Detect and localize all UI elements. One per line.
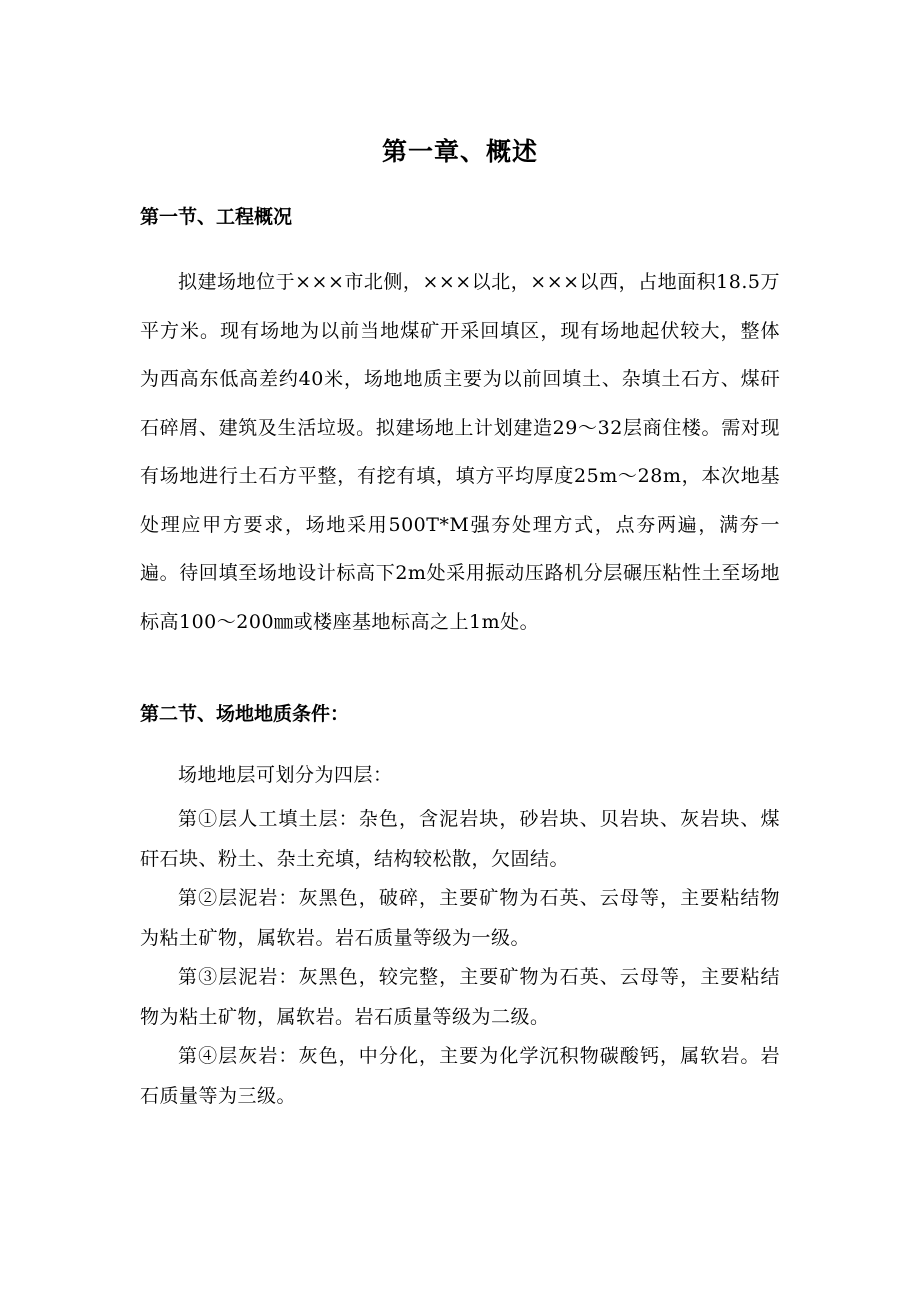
project-overview-paragraph: 拟建场地位于×××市北侧，×××以北，×××以西，占地面积18.5万平方米。现有场地为以前当地煤矿开采回填区，现有场地起伏较大，整体为西高东低高差约40米，场地地质主要为以前回填土、杂填土石方、煤矸石碎屑、建筑及生活垃圾。拟建场地上计划建造29～32层商住楼。需对现有场地进行土石方平整，有挖有填，填方平均厚度25m～28m，本次地基处理应甲方要求，场地采用500T*M强夯处理方式，点夯两遍，满夯一遍。待回填至场地设计标高下2m处采用振动压路机分层碾压粘性土至场地标高100～200㎜或楼座基地标高之上1m处。 <box>140 271 780 633</box>
stratum-layer-3: 第③层泥岩：灰黑色，较完整，主要矿物为石英、云母等，主要粘结物为粘土矿物，属软岩。岩石质量等级为二级。 <box>140 966 780 1028</box>
stratum-layer-2: 第②层泥岩：灰黑色，破碎，主要矿物为石英、云母等，主要粘结物为粘土矿物，属软岩。岩石质量等级为一级。 <box>140 887 780 949</box>
section-heading-project-overview: 第一节、工程概况 <box>140 206 293 228</box>
strata-intro-line: 场地地层可划分为四层： <box>178 764 393 786</box>
section-heading-site-geology: 第二节、场地地质条件： <box>140 703 350 725</box>
stratum-layer-4: 第④层灰岩：灰色，中分化，主要为化学沉积物碳酸钙，属软岩。岩石质量等为三级。 <box>140 1045 780 1107</box>
stratum-layer-1: 第①层人工填土层：杂色，含泥岩块，砂岩块、贝岩块、灰岩块、煤矸石块、粉土、杂土充填，结构较松散，欠固结。 <box>140 808 780 870</box>
chapter-title: 第一章、概述 <box>381 137 538 166</box>
